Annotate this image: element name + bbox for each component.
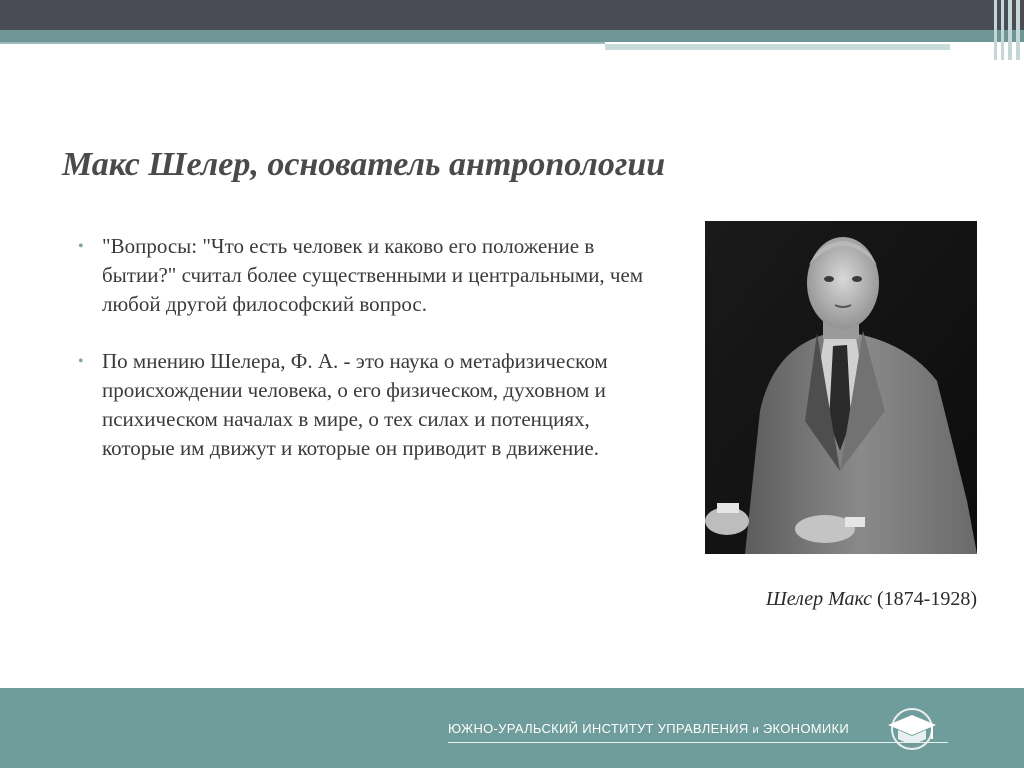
footer-divider bbox=[448, 742, 948, 743]
header-accent-line bbox=[0, 42, 605, 44]
caption-name: Шелер Макс bbox=[765, 588, 873, 610]
photo-caption bbox=[705, 588, 977, 611]
bullet-item bbox=[78, 347, 658, 463]
graduation-cap-logo-icon bbox=[880, 703, 940, 753]
header-teal-band bbox=[0, 30, 1024, 42]
bullet-item bbox=[78, 232, 658, 319]
bullet-marker: • bbox=[78, 353, 84, 370]
caption-years: (1874-1928) bbox=[877, 588, 977, 610]
footer-conjunction: и bbox=[752, 724, 759, 736]
bullet-text: "Вопросы: "Что есть человек и каково его положение в бытии?" считал более существенными и центральными, чем любой другой философский вопрос. bbox=[102, 234, 644, 316]
bullet-text: По мнению Шелера, Ф. А. - это наука о метафизическом происхождении человека, о его физическом, духовном и психическом началах в мире, о тех силах и потенциях, которые им движут и которые он приводит в движение. bbox=[102, 349, 608, 460]
slide-title: Макс Шелер, основатель антропологии bbox=[62, 146, 666, 183]
header-dark-bar bbox=[0, 0, 1024, 30]
header-accent-strip bbox=[605, 44, 950, 50]
header-vertical-stripes bbox=[992, 0, 1024, 60]
footer-institute-name bbox=[448, 721, 849, 736]
portrait-illustration bbox=[705, 221, 977, 554]
footer-institute-part2: ЭКОНОМИКИ bbox=[762, 721, 850, 736]
bullet-marker: • bbox=[78, 238, 84, 255]
portrait-photo bbox=[705, 221, 977, 554]
footer-institute-part1: ЮЖНО-УРАЛЬСКИЙ ИНСТИТУТ УПРАВЛЕНИЯ bbox=[448, 721, 749, 736]
bullet-list bbox=[78, 232, 658, 491]
